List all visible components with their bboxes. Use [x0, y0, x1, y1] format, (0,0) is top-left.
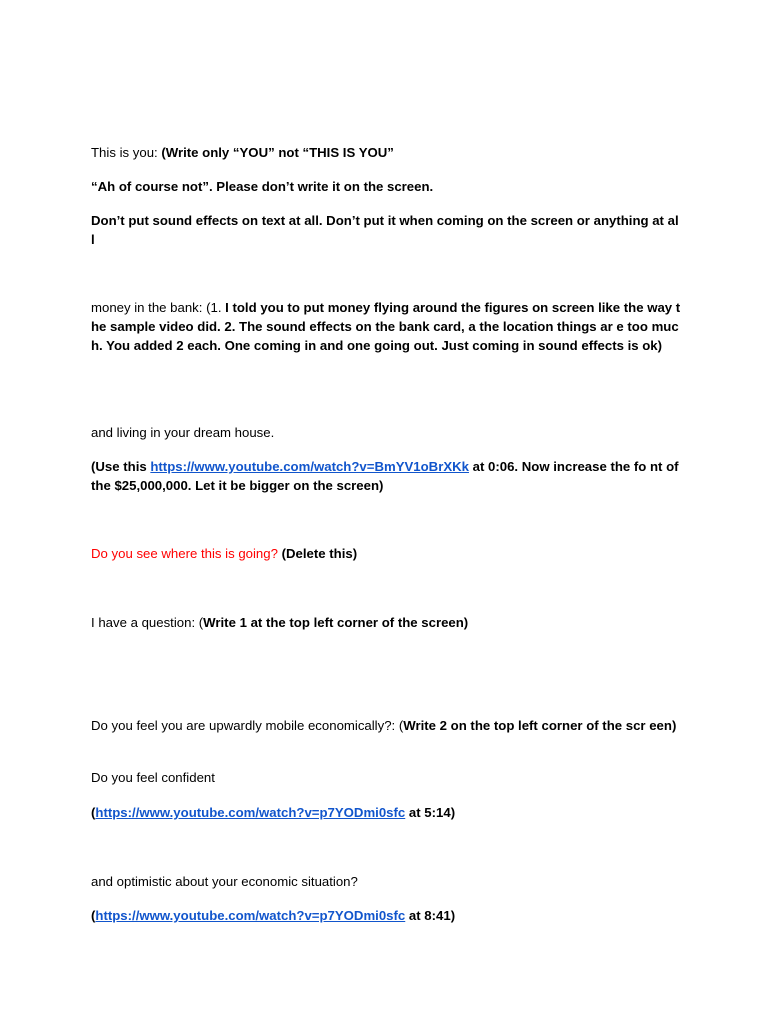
text-bold: ( [91, 908, 96, 923]
paragraph-this-is-you [91, 143, 681, 162]
paragraph-link-5-14 [91, 803, 681, 822]
paragraph-use-this-link [91, 457, 681, 495]
text-bold: at 0:06. Now increase the fo nt of the $25,000,000. Let it be bigger on the screen) [91, 459, 679, 493]
paragraph-no-sound-effects [91, 211, 681, 249]
paragraph-feel-confident [91, 768, 681, 787]
text-red: Do you see where this is going? [91, 546, 282, 561]
text-normal: and living in your dream house. [91, 425, 275, 440]
text-bold: Write 1 at the top left corner of the screen) [203, 615, 469, 630]
paragraph-money-in-the-bank [91, 298, 681, 355]
text-bold: (Write only “YOU” not “THIS IS YOU” [161, 145, 394, 160]
paragraph-optimistic [91, 872, 681, 891]
paragraph-question [91, 613, 681, 632]
paragraph-dream-house [91, 423, 681, 442]
text-bold: I told you to put money flying around the figures on screen like the way the sample video did. 2. The sound effects on the bank card, a the location things ar e too much. You added 2 each. One coming in and one going out. Just coming in sound effects is ok) [91, 300, 681, 353]
text-normal: and optimistic about your economic situation? [91, 874, 358, 889]
text-bold: Don’t put sound effects on text at all. Don’t put it when coming on the screen or anything at all [91, 213, 679, 247]
text-normal: I have a question: ( [91, 615, 204, 630]
youtube-link[interactable]: https://www.youtube.com/watch?v=p7YODmi0sfc [95, 908, 406, 923]
text-normal: Do you feel confident [91, 770, 215, 785]
text-normal: This is you: [91, 145, 162, 160]
paragraph-link-8-41 [91, 906, 681, 925]
text-bold: ( [91, 805, 96, 820]
text-normal: money in the bank: (1. [91, 300, 226, 315]
paragraph-ah-of-course-not [91, 177, 681, 196]
text-bold: at 5:14) [405, 805, 456, 820]
text-bold: “Ah of course not”. Please don’t write it on the screen. [91, 179, 434, 194]
paragraph-delete-this [91, 544, 681, 563]
youtube-link[interactable]: https://www.youtube.com/watch?v=p7YODmi0sfc [95, 805, 406, 820]
text-bold: (Use this [91, 459, 151, 474]
text-normal: Do you feel you are upwardly mobile economically?: ( [91, 718, 404, 733]
text-bold: Write 2 on the top left corner of the scr een) [403, 718, 677, 733]
paragraph-upwardly-mobile [91, 716, 681, 735]
text-bold: (Delete this) [281, 546, 358, 561]
youtube-link[interactable]: https://www.youtube.com/watch?v=BmYV1oBrXKk [150, 459, 469, 474]
text-bold: at 8:41) [405, 908, 456, 923]
